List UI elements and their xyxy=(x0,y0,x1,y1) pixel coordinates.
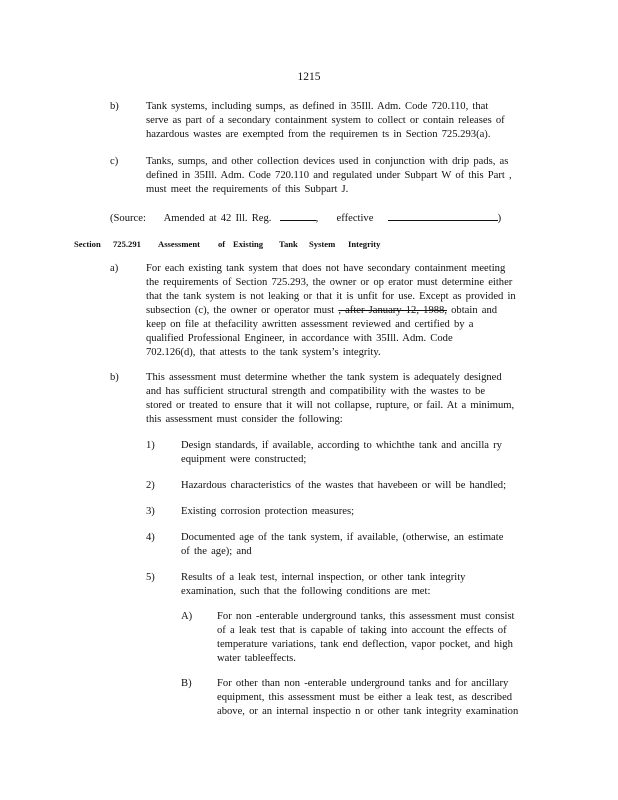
struck-text: , after January 12, 1988, xyxy=(338,305,447,316)
heading-word: of xyxy=(218,239,226,249)
item-label: 1) xyxy=(146,440,155,451)
register-blank xyxy=(280,209,316,221)
text-line: Tank systems, including sumps, as defined in 35Ill. Adm. Code 720.110, that xyxy=(146,101,489,112)
item-label: b) xyxy=(110,372,119,383)
heading-word: Tank xyxy=(279,239,298,249)
item-text xyxy=(146,155,512,197)
text-line: 702.126(d), that attests to the tank system’s integrity. xyxy=(146,347,381,358)
item-text xyxy=(217,610,515,666)
source-close: ) xyxy=(497,213,502,224)
text-line: Documented age of the tank system, if available, (otherwise, an estimate xyxy=(181,532,504,543)
text-line: defined in 35Ill. Adm. Code 720.110 and regulated under Subpart W of this Part , xyxy=(146,170,512,181)
section-number: 725.291 xyxy=(113,239,141,249)
text-line: Hazardous characteristics of the wastes that havebeen or will be handled; xyxy=(181,480,507,491)
text-segment: obtain and xyxy=(446,305,498,316)
item-text xyxy=(146,262,516,360)
text-line: the requirements of Section 725.293, the owner or op erator must determine either xyxy=(146,277,513,288)
item-text xyxy=(146,371,514,427)
text-line: This assessment must determine whether the tank system is adequately designed xyxy=(146,372,502,383)
item-text xyxy=(181,531,503,559)
heading-word: Existing xyxy=(233,239,264,249)
text-line: this assessment must consider the following: xyxy=(146,414,343,425)
text-line: must meet the requirements of this Subpart J. xyxy=(146,184,349,195)
text-line: examination, such that the following conditions are met: xyxy=(181,586,431,597)
item-label: b) xyxy=(110,101,119,112)
source-prefix: (Source: xyxy=(110,213,146,224)
item-label: 5) xyxy=(146,572,155,583)
text-line: For other than non -enterable underground tanks and for ancillary xyxy=(217,678,509,689)
heading-word: System xyxy=(309,239,336,249)
item-label: a) xyxy=(110,263,119,274)
text-line: of a leak test that is capable of taking into account the effects of xyxy=(217,625,507,636)
text-line: equipment were constructed; xyxy=(181,454,307,465)
text-line: Existing corrosion protection measures; xyxy=(181,506,355,517)
item-text xyxy=(181,505,354,519)
item-label: 4) xyxy=(146,532,155,543)
heading-word: Integrity xyxy=(348,239,381,249)
text-line: hazardous wastes are exempted from the requiremen ts in Section 725.293(a). xyxy=(146,129,491,140)
text-line: temperature variations, tank end deflection, vapor pocket, and high xyxy=(217,639,513,650)
item-text xyxy=(181,439,502,467)
text-segment: subsection (c), the owner or operator must xyxy=(146,305,339,316)
text-line: stored or treated to ensure that it will not collapse, rupture, or fail. At a minimum, xyxy=(146,400,515,411)
text-line: and has sufficient structural strength and compatibility with the wastes to be xyxy=(146,386,486,397)
source-comma: , xyxy=(315,213,319,224)
text-line: equipment, this assessment must be either a leak test, as described xyxy=(217,692,513,703)
text-line: keep on file at thefacility awritten assessment reviewed and certified by a xyxy=(146,319,474,330)
text-line: water tableeffects. xyxy=(217,653,296,664)
item-text xyxy=(181,571,465,599)
text-line: For non -enterable underground tanks, this assessment must consist xyxy=(217,611,515,622)
item-label: c) xyxy=(110,156,119,167)
text-line: Tanks, sumps, and other collection devices used in conjunction with drip pads, as xyxy=(146,156,509,167)
item-label: A) xyxy=(181,611,193,622)
item-text xyxy=(146,100,505,142)
source-text: Amended at 42 Ill. Reg. xyxy=(163,213,272,224)
text-line: qualified Professional Engineer, in accordance with 35Ill. Adm. Code xyxy=(146,333,453,344)
text-line: serve as part of a secondary containment system to collect or contain releases of xyxy=(146,115,505,126)
item-label: B) xyxy=(181,678,192,689)
source-effective: effective xyxy=(336,213,374,224)
source-note xyxy=(110,209,501,226)
item-text xyxy=(217,677,518,719)
text-line xyxy=(146,304,516,318)
item-label: 2) xyxy=(146,480,155,491)
text-line: For each existing tank system that does not have secondary containment meeting xyxy=(146,263,506,274)
heading-word: Assessment xyxy=(158,239,201,249)
text-line: Results of a leak test, internal inspection, or other tank integrity xyxy=(181,572,466,583)
item-text xyxy=(181,479,506,493)
text-line: Design standards, if available, according to whichthe tank and ancilla ry xyxy=(181,440,502,451)
section-word: Section xyxy=(74,239,101,249)
page-number: 1215 xyxy=(297,71,321,83)
text-line: above, or an internal inspectio n or other tank integrity examination xyxy=(217,706,519,717)
text-line: of the age); and xyxy=(181,546,252,557)
item-label: 3) xyxy=(146,506,155,517)
effective-date-blank xyxy=(388,209,498,221)
text-line: that the tank system is not leaking or that it is unfit for use. Except as provided in xyxy=(146,291,516,302)
